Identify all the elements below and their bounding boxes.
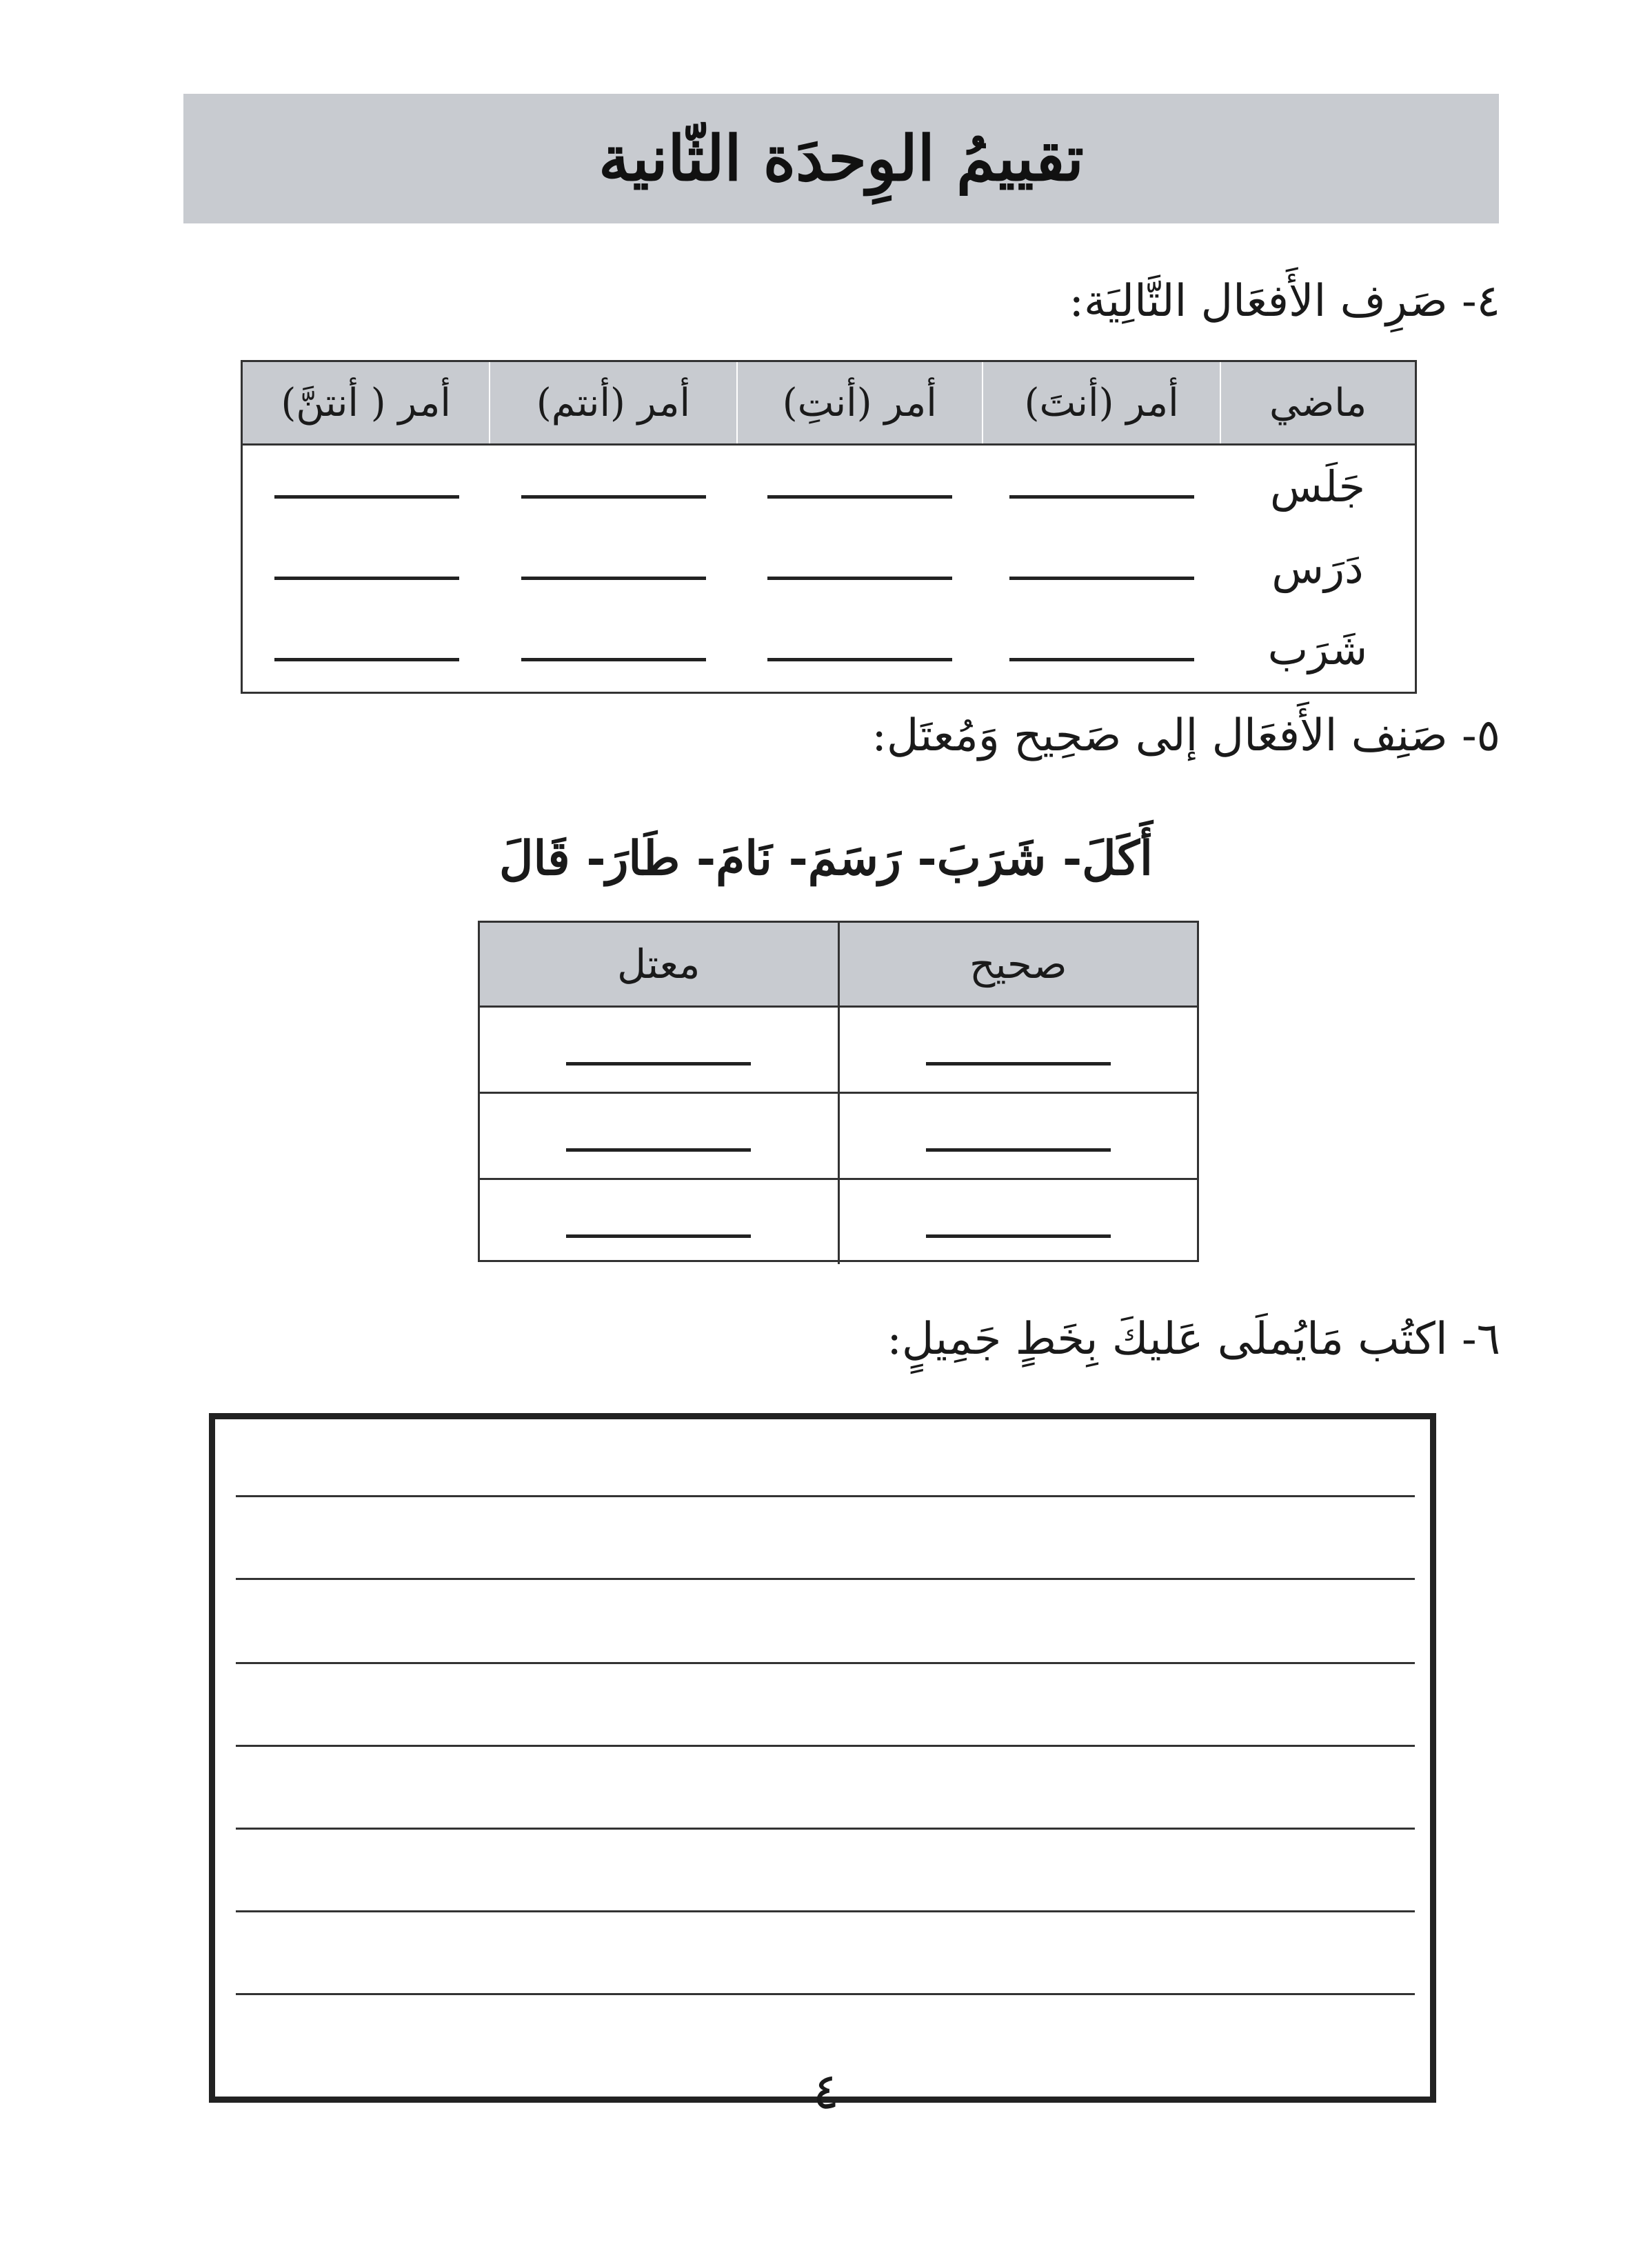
answer-blank[interactable] — [566, 1148, 751, 1152]
answer-blank[interactable] — [767, 658, 952, 661]
writing-line[interactable] — [236, 1662, 1415, 1664]
question-6-prompt: ٦- اكتُب مَايُملَى عَليكَ بِخَطٍ جَمِيلٍ: — [887, 1314, 1500, 1365]
answer-blank[interactable] — [566, 1234, 751, 1238]
answer-blank[interactable] — [926, 1234, 1111, 1238]
answer-blank[interactable] — [926, 1062, 1111, 1066]
header-sound: صحيح — [838, 923, 1198, 1006]
table-row — [480, 1094, 1197, 1180]
dictation-writing-box[interactable] — [209, 1413, 1436, 2103]
classification-table-header — [480, 923, 1197, 1008]
answer-blank[interactable] — [521, 495, 706, 499]
answer-blank[interactable] — [1009, 495, 1194, 499]
answer-blank[interactable] — [767, 577, 952, 580]
header-weak: معتل — [617, 941, 701, 988]
answer-blank[interactable] — [566, 1062, 751, 1066]
answer-blank[interactable] — [767, 495, 952, 499]
header-imperative-you-m: أمر (أنتَ) — [982, 362, 1220, 443]
verb-past: دَرَس — [1271, 542, 1364, 593]
header-past: ماضي — [1220, 362, 1415, 443]
verb-word-list: أَكَلَ- شَرَبَ- رَسَمَ- نَامَ- طَارَ- قَالَ — [499, 831, 1153, 886]
writing-line[interactable] — [236, 1578, 1415, 1580]
header-imperative-you-fpl: أمر ( أنتنَّ) — [281, 380, 451, 426]
table-row — [243, 446, 1415, 527]
conjugation-table-header — [243, 362, 1415, 446]
answer-blank[interactable] — [926, 1148, 1111, 1152]
classification-table — [478, 921, 1199, 1262]
page-number: ٤ — [812, 2062, 840, 2120]
writing-line[interactable] — [236, 1745, 1415, 1747]
writing-line[interactable] — [236, 1993, 1415, 1995]
answer-blank[interactable] — [1009, 658, 1194, 661]
answer-blank[interactable] — [274, 658, 459, 661]
answer-blank[interactable] — [274, 495, 459, 499]
table-row — [243, 608, 1415, 690]
table-row — [480, 1008, 1197, 1094]
table-row — [243, 527, 1415, 608]
answer-blank[interactable] — [274, 577, 459, 580]
answer-blank[interactable] — [1009, 577, 1194, 580]
header-imperative-you-mpl: أمر (أنتم) — [489, 362, 736, 443]
question-4-prompt: ٤- صَرِف الأَفعَال التَّالِيَة: — [1069, 276, 1500, 327]
header-imperative-you-f: أمر (أنتِ) — [736, 362, 982, 443]
writing-line[interactable] — [236, 1828, 1415, 1830]
answer-blank[interactable] — [521, 658, 706, 661]
writing-line[interactable] — [236, 1910, 1415, 1912]
unit-title: تقييمُ الوِحدَة الثّانية — [598, 122, 1084, 195]
answer-blank[interactable] — [521, 577, 706, 580]
writing-line[interactable] — [236, 1495, 1415, 1497]
verb-past: شَرَب — [1267, 623, 1368, 674]
conjugation-table — [241, 360, 1417, 694]
verb-past: جَلَس — [1270, 461, 1365, 512]
question-5-prompt: ٥- صَنِف الأَفعَال إلى صَحِيح وَمُعتَل: — [872, 710, 1500, 761]
table-row — [480, 1180, 1197, 1264]
unit-header-banner — [183, 94, 1499, 223]
